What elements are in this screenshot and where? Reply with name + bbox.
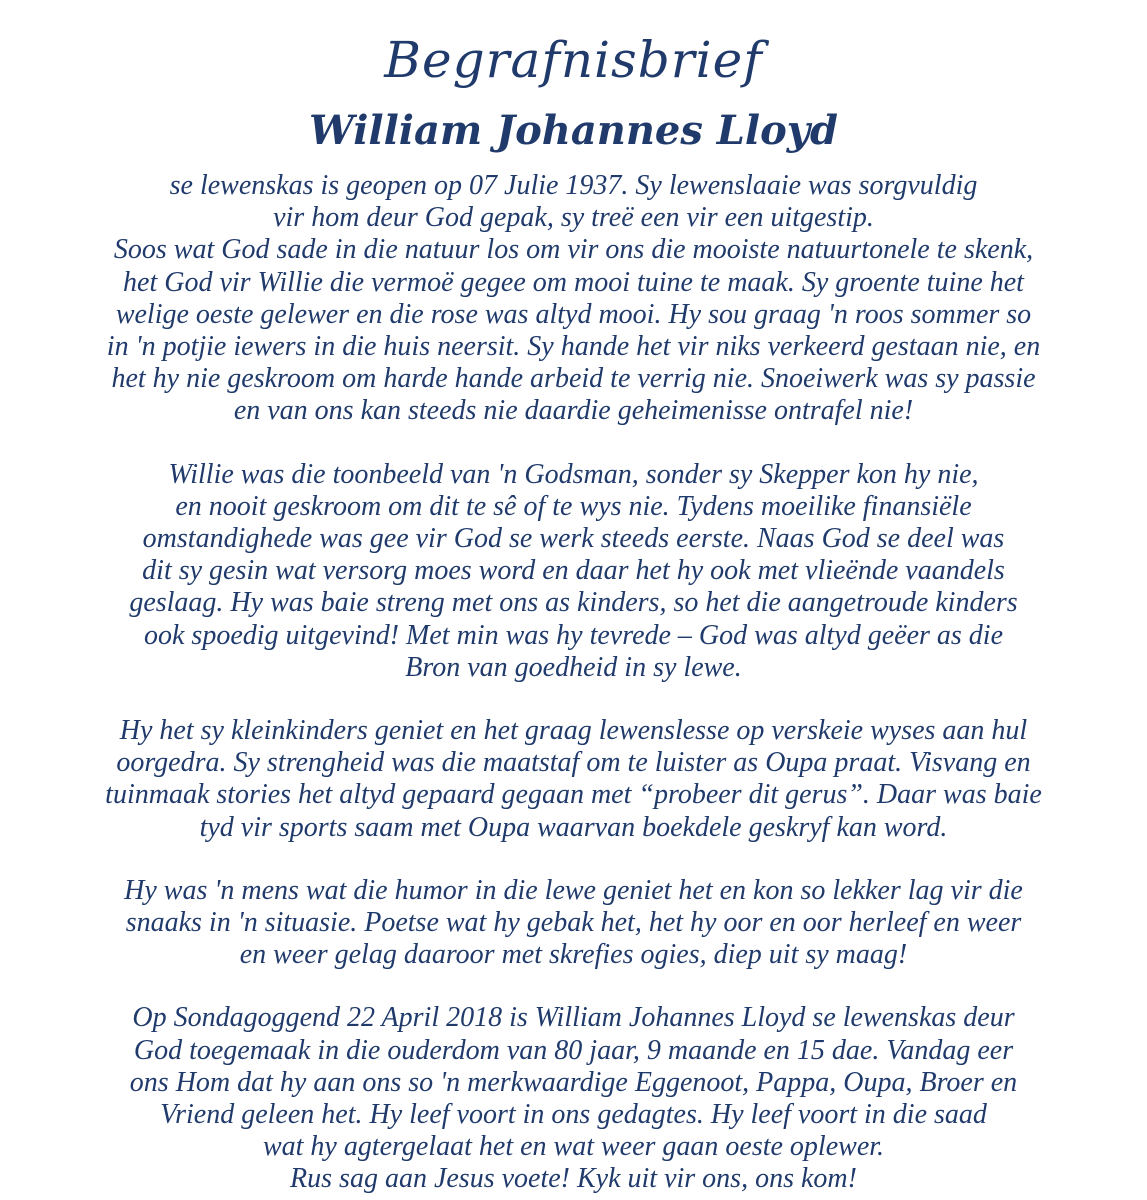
text-line: geslaag. Hy was baie streng met ons as kinders, so het die aangetroude kinders [129,587,1018,619]
text-line: welige oeste gelewer en die rose was altyd mooi. Hy sou graag 'n roos sommer so [115,298,1032,330]
paragraph-faith-and-family [40,459,1107,684]
letter-body [40,170,1107,1196]
text-line: Soos wat God sade in die natuur los om vir ons die mooiste natuurtonele te skenk, [113,234,1034,266]
text-line: omstandighede was gee vir God se werk steeds eerste. Naas God se deel was [142,523,1005,555]
text-line: en weer gelag daaroor met skrefies ogies, diep uit sy maag! [239,939,908,971]
text-line: oorgedra. Sy strengheid was die maatstaf om te luister as Oupa praat. Visvang en [116,747,1031,779]
text-line: dit sy gesin wat versorg moes word en daar het hy ook met vlieënde vaandels [142,555,1005,587]
text-line: Op Sondagoggend 22 April 2018 is William Johannes Lloyd se lewenskas deur [132,1002,1015,1034]
document-title: Begrafnisbrief [384,31,763,89]
text-line: tuinmaak stories het altyd gepaard gegaan met “probeer dit gerus”. Daar was baie [105,779,1042,811]
text-line: en van ons kan steeds nie daardie geheimenisse ontrafel nie! [233,395,914,427]
text-line: tyd vir sports saam met Oupa waarvan boekdele geskryf kan word. [199,811,948,843]
text-line: wat hy agtergelaat het en wat weer gaan oeste oplewer. [262,1131,885,1163]
deceased-name: William Johannes Lloyd [308,107,839,154]
paragraph-life-and-gardens [40,170,1107,428]
text-line: Hy het sy kleinkinders geniet en het graag lewenslesse op verskeie wyses aan hul [119,715,1028,747]
text-line: Bron van goedheid in sy lewe. [405,651,742,683]
paragraph-humor [40,875,1107,972]
text-line: Willie was die toonbeeld van 'n Godsman, sonder sy Skepper kon hy nie, [168,458,979,490]
paragraph-grandchildren [40,715,1107,844]
text-line: ons Hom dat hy aan ons so 'n merkwaardige Eggenoot, Pappa, Oupa, Broer en [129,1066,1018,1098]
text-line: en nooit geskroom om dit te sê of te wys nie. Tydens moeilike finansiële [175,490,972,522]
text-line: Vriend geleen het. Hy leef voort in ons gedagtes. Hy leef voort in die saad [160,1099,987,1131]
text-line: het hy nie geskroom om harde hande arbeid te verrig nie. Snoeiwerk was sy passie [111,363,1036,395]
text-line: het God vir Willie die vermoë gegee om mooi tuine te maak. Sy groente tuine het [123,266,1024,298]
text-line: vir hom deur God gepak, sy treë een vir een uitgestip. [273,202,874,234]
text-line: in 'n potjie iewers in die huis neersit. Sy hande het vir niks verkeerd gestaan nie, en [106,331,1041,363]
text-line: ook spoedig uitgevind! Met min was hy tevrede – God was altyd geëer as die [144,619,1003,651]
text-line: God toegemaak in die ouderdom van 80 jaar, 9 maande en 15 dae. Vandag eer [133,1034,1014,1066]
text-line: snaaks in 'n situasie. Poetse wat hy gebak het, het hy oor en oor herleef en weer [125,907,1022,939]
text-line: se lewenskas is geopen op 07 Julie 1937. Sy lewenslaaie was sorgvuldig [169,170,978,201]
paragraph-passing [40,1002,1107,1195]
text-line: Hy was 'n mens wat die humor in die lewe geniet het en kon so lekker lag vir die [124,874,1023,906]
text-line: Rus sag aan Jesus voete! Kyk uit vir ons, ons kom! [290,1163,857,1195]
